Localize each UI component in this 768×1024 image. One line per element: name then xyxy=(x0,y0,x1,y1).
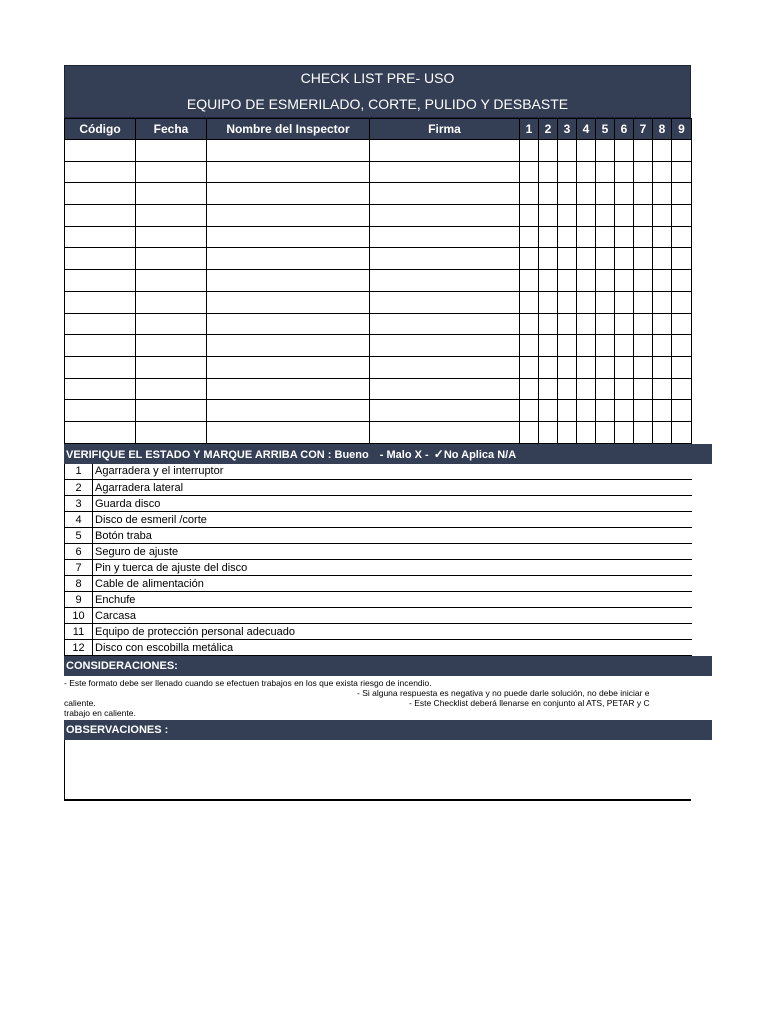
table-cell[interactable] xyxy=(615,356,634,378)
table-cell[interactable] xyxy=(615,421,634,443)
list-item xyxy=(65,592,692,608)
table-header-row xyxy=(65,119,692,140)
item-number: 7 xyxy=(65,560,93,576)
page-subtitle: EQUIPO DE ESMERILADO, CORTE, PULIDO Y DESBASTE xyxy=(186,96,569,112)
list-item xyxy=(65,480,692,496)
table-cell[interactable] xyxy=(596,140,615,162)
table-row xyxy=(65,378,692,400)
column-header-item-6: 6 xyxy=(615,119,634,140)
table-cell[interactable] xyxy=(207,205,370,227)
table-cell[interactable] xyxy=(539,291,558,313)
table-cell[interactable] xyxy=(615,313,634,335)
table-cell[interactable] xyxy=(539,313,558,335)
table-row xyxy=(65,335,692,357)
considerations-text xyxy=(64,676,704,720)
item-number: 12 xyxy=(65,640,93,656)
item-label: Seguro de ajuste xyxy=(93,544,692,560)
table-cell[interactable] xyxy=(577,313,596,335)
column-header-item-5: 5 xyxy=(596,119,615,140)
table-cell[interactable] xyxy=(596,291,615,313)
list-item xyxy=(65,544,692,560)
table-cell[interactable] xyxy=(558,248,577,270)
table-cell[interactable] xyxy=(596,248,615,270)
list-item xyxy=(65,576,692,592)
table-cell[interactable] xyxy=(558,161,577,183)
table-cell[interactable] xyxy=(634,183,653,205)
table-cell[interactable] xyxy=(653,183,672,205)
table-cell[interactable] xyxy=(615,335,634,357)
table-cell[interactable] xyxy=(653,356,672,378)
item-number: 1 xyxy=(65,464,93,480)
table-cell[interactable] xyxy=(520,421,539,443)
item-label: Disco de esmeril /corte xyxy=(93,512,692,528)
table-cell[interactable] xyxy=(136,140,207,162)
table-cell[interactable] xyxy=(672,378,692,400)
table-cell[interactable] xyxy=(520,226,539,248)
table-cell[interactable] xyxy=(558,291,577,313)
table-cell[interactable] xyxy=(370,205,520,227)
column-header-item-3: 3 xyxy=(558,119,577,140)
table-cell[interactable] xyxy=(539,226,558,248)
item-number: 6 xyxy=(65,544,93,560)
observations-heading: OBSERVACIONES : xyxy=(66,724,169,737)
table-cell[interactable] xyxy=(672,291,692,313)
item-label: Botón traba xyxy=(93,528,692,544)
table-cell[interactable] xyxy=(672,335,692,357)
table-cell[interactable] xyxy=(577,356,596,378)
table-cell[interactable] xyxy=(634,378,653,400)
table-cell[interactable] xyxy=(520,205,539,227)
table-cell[interactable] xyxy=(370,140,520,162)
table-cell[interactable] xyxy=(65,140,136,162)
table-cell[interactable] xyxy=(370,248,520,270)
table-cell[interactable] xyxy=(577,421,596,443)
table-cell[interactable] xyxy=(65,335,136,357)
table-cell[interactable] xyxy=(615,205,634,227)
table-cell[interactable] xyxy=(370,421,520,443)
table-row xyxy=(65,356,692,378)
legend-bar xyxy=(64,444,712,464)
table-cell[interactable] xyxy=(370,183,520,205)
legend-text-bueno: VERIFIQUE EL ESTADO Y MARQUE ARRIBA CON : Bueno xyxy=(66,448,369,461)
table-cell[interactable] xyxy=(596,356,615,378)
observations-bar xyxy=(64,720,712,740)
list-item xyxy=(65,624,692,640)
item-number: 9 xyxy=(65,592,93,608)
table-cell[interactable] xyxy=(207,291,370,313)
column-header-codigo: Código xyxy=(65,119,136,140)
table-cell[interactable] xyxy=(207,248,370,270)
table-cell[interactable] xyxy=(672,226,692,248)
table-row xyxy=(65,183,692,205)
list-item xyxy=(65,608,692,624)
column-header-item-2: 2 xyxy=(539,119,558,140)
table-cell[interactable] xyxy=(672,270,692,292)
table-cell[interactable] xyxy=(207,378,370,400)
table-cell[interactable] xyxy=(136,313,207,335)
table-cell[interactable] xyxy=(136,205,207,227)
table-cell[interactable] xyxy=(65,291,136,313)
table-cell[interactable] xyxy=(596,205,615,227)
item-number: 11 xyxy=(65,624,93,640)
table-cell[interactable] xyxy=(370,226,520,248)
table-cell[interactable] xyxy=(207,421,370,443)
table-cell[interactable] xyxy=(653,335,672,357)
list-item xyxy=(65,496,692,512)
table-cell[interactable] xyxy=(207,356,370,378)
table-cell[interactable] xyxy=(558,313,577,335)
consideration-line-4: trabajo en caliente. xyxy=(64,708,136,719)
table-cell[interactable] xyxy=(65,378,136,400)
table-cell[interactable] xyxy=(65,161,136,183)
table-cell[interactable] xyxy=(672,356,692,378)
table-row xyxy=(65,140,692,162)
consideration-line-2: - Si alguna respuesta es negativa y no puede darle solución, no debe iniciar e xyxy=(357,688,650,699)
table-cell[interactable] xyxy=(520,335,539,357)
table-cell[interactable] xyxy=(615,183,634,205)
table-cell[interactable] xyxy=(634,400,653,422)
table-cell[interactable] xyxy=(370,335,520,357)
table-cell[interactable] xyxy=(65,205,136,227)
table-cell[interactable] xyxy=(653,226,672,248)
table-cell[interactable] xyxy=(596,226,615,248)
table-cell[interactable] xyxy=(65,313,136,335)
observations-area[interactable] xyxy=(64,740,691,801)
table-cell[interactable] xyxy=(634,335,653,357)
table-cell[interactable] xyxy=(370,400,520,422)
column-header-item-8: 8 xyxy=(653,119,672,140)
table-cell[interactable] xyxy=(539,378,558,400)
table-cell[interactable] xyxy=(577,248,596,270)
column-header-firma: Firma xyxy=(370,119,520,140)
item-label: Equipo de protección personal adecuado xyxy=(93,624,692,640)
table-row xyxy=(65,421,692,443)
table-cell[interactable] xyxy=(136,356,207,378)
item-label: Cable de alimentación xyxy=(93,576,692,592)
column-header-inspector: Nombre del Inspector xyxy=(207,119,370,140)
table-cell[interactable] xyxy=(520,270,539,292)
table-cell[interactable] xyxy=(207,183,370,205)
table-cell[interactable] xyxy=(634,205,653,227)
consideration-line-3b: - Este Checklist deberá llenarse en conjunto al ATS, PETAR y C xyxy=(409,698,650,709)
column-header-fecha: Fecha xyxy=(136,119,207,140)
table-cell[interactable] xyxy=(370,161,520,183)
table-cell[interactable] xyxy=(207,270,370,292)
table-cell[interactable] xyxy=(577,161,596,183)
item-label: Agarradera y el interruptor xyxy=(93,464,692,480)
table-cell[interactable] xyxy=(653,378,672,400)
table-cell[interactable] xyxy=(136,226,207,248)
table-cell[interactable] xyxy=(672,140,692,162)
page-title: CHECK LIST PRE- USO xyxy=(300,70,455,86)
table-cell[interactable] xyxy=(653,421,672,443)
table-cell[interactable] xyxy=(207,335,370,357)
table-row xyxy=(65,400,692,422)
table-cell[interactable] xyxy=(65,400,136,422)
table-cell[interactable] xyxy=(596,421,615,443)
table-row xyxy=(65,205,692,227)
table-cell[interactable] xyxy=(136,248,207,270)
table-cell[interactable] xyxy=(370,270,520,292)
table-cell[interactable] xyxy=(558,421,577,443)
table-cell[interactable] xyxy=(596,335,615,357)
table-cell[interactable] xyxy=(634,140,653,162)
considerations-heading: CONSIDERACIONES: xyxy=(66,660,178,673)
table-cell[interactable] xyxy=(672,400,692,422)
table-cell[interactable] xyxy=(136,183,207,205)
table-cell[interactable] xyxy=(136,400,207,422)
item-label: Disco con escobilla metálica xyxy=(93,640,692,656)
list-item xyxy=(65,560,692,576)
table-cell[interactable] xyxy=(136,270,207,292)
table-cell[interactable] xyxy=(539,183,558,205)
table-cell[interactable] xyxy=(65,270,136,292)
table-cell[interactable] xyxy=(539,140,558,162)
table-cell[interactable] xyxy=(653,291,672,313)
consideration-line-3a: caliente. xyxy=(64,698,96,709)
considerations-bar xyxy=(64,656,712,676)
table-row xyxy=(65,291,692,313)
table-cell[interactable] xyxy=(558,205,577,227)
check-mark-icon: ✓ xyxy=(433,446,444,461)
table-cell[interactable] xyxy=(596,400,615,422)
table-cell[interactable] xyxy=(672,248,692,270)
item-number: 10 xyxy=(65,608,93,624)
table-cell[interactable] xyxy=(615,378,634,400)
table-cell[interactable] xyxy=(207,140,370,162)
table-cell[interactable] xyxy=(577,270,596,292)
table-row xyxy=(65,226,692,248)
table-cell[interactable] xyxy=(136,335,207,357)
table-cell[interactable] xyxy=(634,161,653,183)
table-cell[interactable] xyxy=(136,291,207,313)
table-cell[interactable] xyxy=(653,270,672,292)
table-cell[interactable] xyxy=(672,205,692,227)
table-cell[interactable] xyxy=(672,313,692,335)
table-cell[interactable] xyxy=(653,205,672,227)
table-cell[interactable] xyxy=(634,421,653,443)
table-cell[interactable] xyxy=(520,291,539,313)
item-number: 5 xyxy=(65,528,93,544)
table-cell[interactable] xyxy=(207,161,370,183)
table-cell[interactable] xyxy=(577,183,596,205)
table-cell[interactable] xyxy=(577,400,596,422)
table-cell[interactable] xyxy=(207,313,370,335)
table-cell[interactable] xyxy=(577,140,596,162)
table-cell[interactable] xyxy=(520,183,539,205)
table-cell[interactable] xyxy=(596,183,615,205)
table-cell[interactable] xyxy=(634,291,653,313)
table-cell[interactable] xyxy=(615,270,634,292)
table-cell[interactable] xyxy=(520,248,539,270)
table-cell[interactable] xyxy=(370,356,520,378)
table-cell[interactable] xyxy=(539,421,558,443)
table-cell[interactable] xyxy=(596,270,615,292)
item-number: 3 xyxy=(65,496,93,512)
table-cell[interactable] xyxy=(136,161,207,183)
table-cell[interactable] xyxy=(520,356,539,378)
item-label: Carcasa xyxy=(93,608,692,624)
checklist-sheet xyxy=(64,65,691,801)
table-row xyxy=(65,161,692,183)
table-cell[interactable] xyxy=(520,313,539,335)
table-cell[interactable] xyxy=(672,183,692,205)
table-cell[interactable] xyxy=(653,248,672,270)
table-cell[interactable] xyxy=(634,226,653,248)
table-cell[interactable] xyxy=(672,161,692,183)
table-cell[interactable] xyxy=(672,421,692,443)
item-label: Agarradera lateral xyxy=(93,480,692,496)
table-cell[interactable] xyxy=(370,291,520,313)
table-cell[interactable] xyxy=(615,400,634,422)
item-label: Guarda disco xyxy=(93,496,692,512)
inspection-table xyxy=(64,118,692,444)
table-row xyxy=(65,248,692,270)
item-label: Enchufe xyxy=(93,592,692,608)
table-cell[interactable] xyxy=(558,183,577,205)
title-block xyxy=(64,65,691,118)
table-cell[interactable] xyxy=(596,378,615,400)
table-cell[interactable] xyxy=(65,183,136,205)
table-cell[interactable] xyxy=(577,205,596,227)
column-header-item-1: 1 xyxy=(520,119,539,140)
table-cell[interactable] xyxy=(136,421,207,443)
table-row xyxy=(65,270,692,292)
table-cell[interactable] xyxy=(520,378,539,400)
table-cell[interactable] xyxy=(634,248,653,270)
column-header-item-7: 7 xyxy=(634,119,653,140)
table-cell[interactable] xyxy=(615,161,634,183)
table-row xyxy=(65,313,692,335)
column-header-item-4: 4 xyxy=(577,119,596,140)
table-cell[interactable] xyxy=(370,378,520,400)
table-cell[interactable] xyxy=(577,378,596,400)
table-cell[interactable] xyxy=(539,356,558,378)
table-cell[interactable] xyxy=(65,248,136,270)
table-cell[interactable] xyxy=(207,226,370,248)
table-cell[interactable] xyxy=(370,313,520,335)
legend-text-na: No Aplica N/A xyxy=(443,448,517,461)
table-cell[interactable] xyxy=(577,291,596,313)
table-cell[interactable] xyxy=(539,205,558,227)
table-cell[interactable] xyxy=(65,226,136,248)
table-cell[interactable] xyxy=(558,356,577,378)
table-cell[interactable] xyxy=(539,400,558,422)
table-cell[interactable] xyxy=(615,248,634,270)
items-list xyxy=(64,464,692,657)
consideration-line-1: - Este formato debe ser llenado cuando se efectuen trabajos en los que exista riesgo de incendio. xyxy=(64,678,432,689)
table-cell[interactable] xyxy=(615,291,634,313)
table-cell[interactable] xyxy=(634,270,653,292)
table-cell[interactable] xyxy=(520,140,539,162)
table-cell[interactable] xyxy=(596,313,615,335)
table-cell[interactable] xyxy=(634,313,653,335)
table-cell[interactable] xyxy=(615,226,634,248)
list-item xyxy=(65,528,692,544)
legend-text-malo: - Malo X - xyxy=(379,448,429,461)
table-cell[interactable] xyxy=(634,356,653,378)
table-body xyxy=(65,140,692,444)
table-cell[interactable] xyxy=(653,400,672,422)
table-cell[interactable] xyxy=(596,161,615,183)
item-label: Pin y tuerca de ajuste del disco xyxy=(93,560,692,576)
table-cell[interactable] xyxy=(65,356,136,378)
table-cell[interactable] xyxy=(615,140,634,162)
table-cell[interactable] xyxy=(558,140,577,162)
table-cell[interactable] xyxy=(65,421,136,443)
table-cell[interactable] xyxy=(577,335,596,357)
table-cell[interactable] xyxy=(653,313,672,335)
table-cell[interactable] xyxy=(558,226,577,248)
list-item xyxy=(65,512,692,528)
item-number: 2 xyxy=(65,480,93,496)
table-cell[interactable] xyxy=(136,378,207,400)
table-cell[interactable] xyxy=(539,248,558,270)
table-cell[interactable] xyxy=(558,378,577,400)
table-cell[interactable] xyxy=(539,270,558,292)
table-cell[interactable] xyxy=(558,400,577,422)
table-cell[interactable] xyxy=(520,161,539,183)
list-item xyxy=(65,464,692,480)
table-cell[interactable] xyxy=(577,226,596,248)
item-number: 8 xyxy=(65,576,93,592)
table-cell[interactable] xyxy=(539,161,558,183)
item-number: 4 xyxy=(65,512,93,528)
table-cell[interactable] xyxy=(558,335,577,357)
table-cell[interactable] xyxy=(539,335,558,357)
list-item xyxy=(65,640,692,656)
table-cell[interactable] xyxy=(207,400,370,422)
table-cell[interactable] xyxy=(653,161,672,183)
table-cell[interactable] xyxy=(520,400,539,422)
column-header-item-9: 9 xyxy=(672,119,692,140)
table-cell[interactable] xyxy=(558,270,577,292)
table-cell[interactable] xyxy=(653,140,672,162)
